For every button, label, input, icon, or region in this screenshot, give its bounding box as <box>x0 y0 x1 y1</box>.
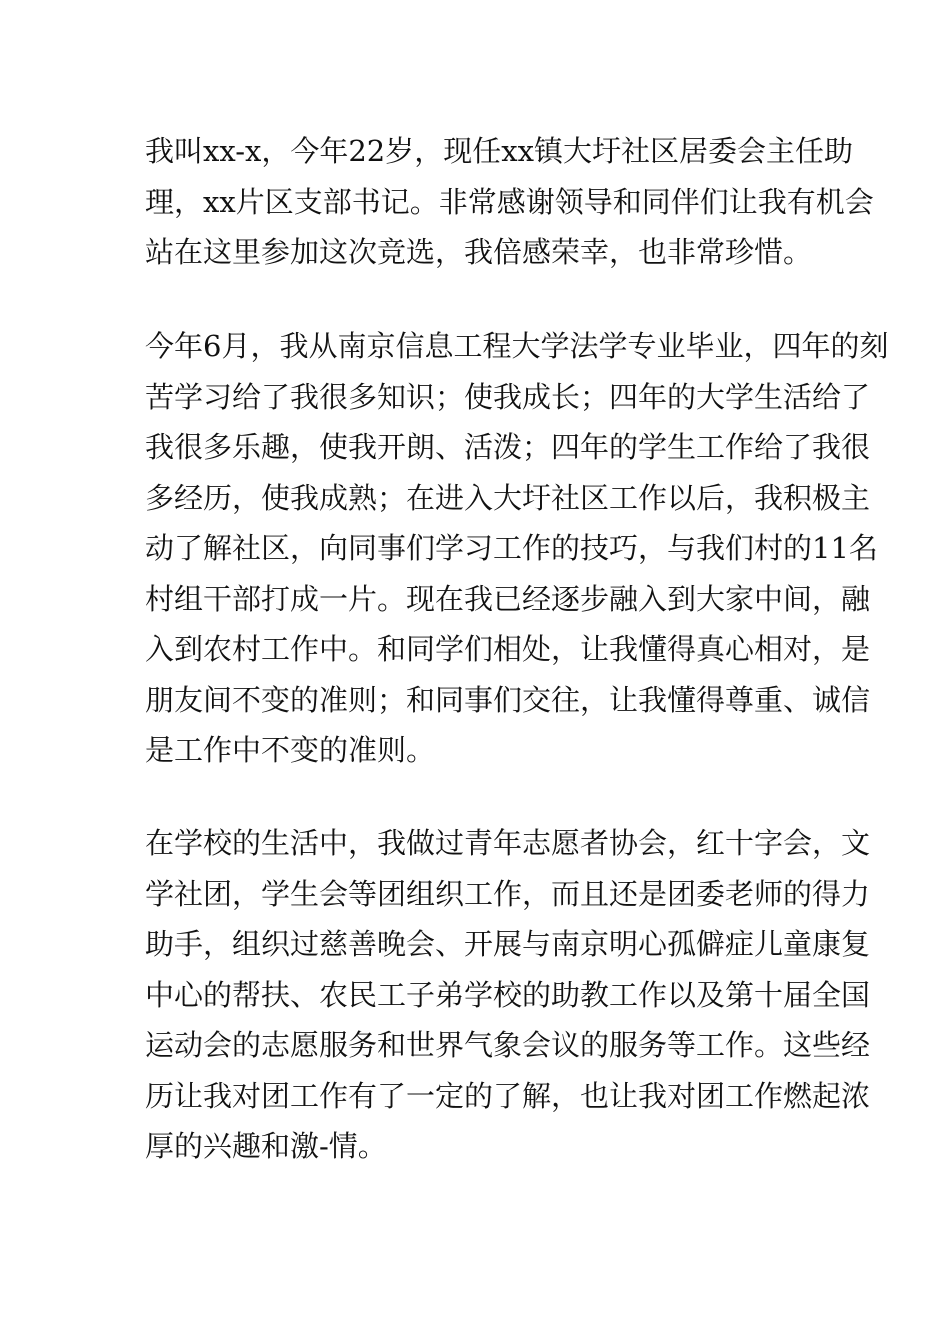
text-line: 在学校的生活中，我做过青年志愿者协会，红十字会，文 <box>145 826 871 860</box>
text-line: 中心的帮扶、农民工子弟学校的助教工作以及第十届全国 <box>145 977 871 1012</box>
text-line: 今年6月，我从南京信息工程大学法学专业毕业，四年的刻 <box>145 329 889 363</box>
text-line: 动了解社区，向同事们学习工作的技巧，与我们村的11名 <box>145 531 878 565</box>
text-line: 村组干部打成一片。现在我已经逐步融入到大家中间，融 <box>145 581 871 616</box>
text-line: 厚的兴趣和激-情。 <box>145 1129 387 1163</box>
text-line: 我很多乐趣，使我开朗、活泼；四年的学生工作给了我很 <box>145 430 871 464</box>
text-line: 是工作中不变的准则。 <box>145 733 436 767</box>
text-line: 我叫xx-x，今年22岁，现任xx镇大圩社区居委会主任助 <box>145 134 853 168</box>
text-line: 运动会的志愿服务和世界气象会议的服务等工作。这些经 <box>145 1028 871 1062</box>
paragraph-3 <box>145 818 871 1172</box>
paragraph-1 <box>145 126 874 278</box>
text-line: 多经历，使我成熟；在进入大圩社区工作以后，我积极主 <box>145 480 871 515</box>
text-line: 助手，组织过慈善晚会、开展与南京明心孤僻症儿童康复 <box>145 927 871 961</box>
text-line: 站在这里参加这次竞选，我倍感荣幸，也非常珍惜。 <box>145 235 813 269</box>
text-line: 苦学习给了我很多知识；使我成长；四年的大学生活给了 <box>145 379 871 414</box>
text-line: 历让我对团工作有了一定的了解，也让我对团工作燃起浓 <box>145 1078 871 1113</box>
paragraph-2 <box>145 321 889 776</box>
text-line: 朋友间不变的准则；和同事们交往，让我懂得尊重、诚信 <box>145 682 871 717</box>
text-line: 学社团，学生会等团组织工作，而且还是团委老师的得力 <box>145 876 871 911</box>
text-line: 入到农村工作中。和同学们相处，让我懂得真心相对，是 <box>145 632 871 666</box>
text-line: 理，xx片区支部书记。非常感谢领导和同伴们让我有机会 <box>145 184 874 219</box>
